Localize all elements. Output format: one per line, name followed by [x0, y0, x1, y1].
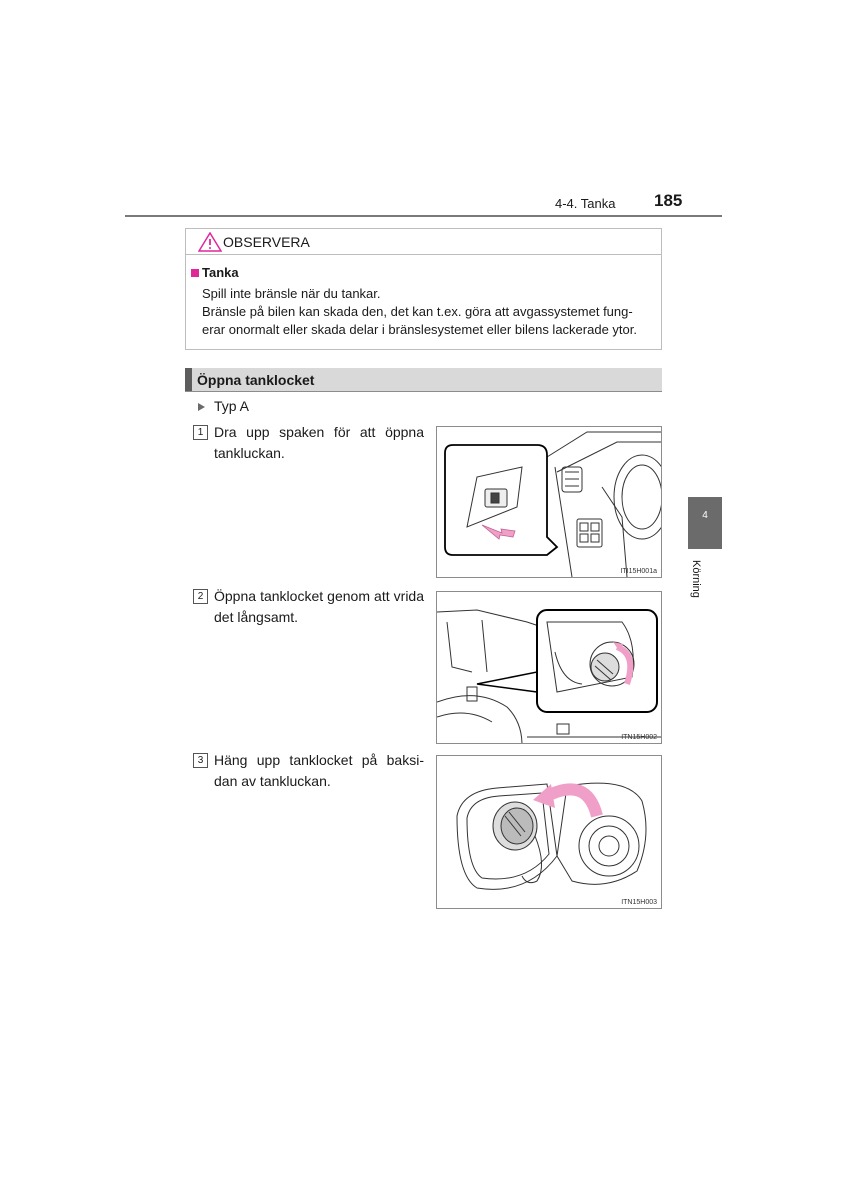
fuel-lever-illustration — [437, 427, 662, 578]
page-number: 185 — [654, 191, 683, 210]
figure-code: ITN15H002 — [621, 734, 657, 741]
type-label: Typ A — [214, 398, 250, 414]
header-divider — [125, 215, 722, 217]
section-heading-bar — [185, 368, 662, 391]
warning-subtitle: Tanka — [202, 265, 239, 280]
warning-box — [185, 228, 662, 350]
header-section-title: 4-4. Tanka — [555, 196, 616, 211]
step-number: 3 — [193, 753, 208, 768]
step-text: Dra upp spaken för att öppna tankluckan. — [214, 424, 424, 461]
step-number: 2 — [193, 589, 208, 604]
figure-hang-cap — [436, 755, 662, 909]
figure-code: ITN15H003 — [621, 899, 657, 906]
step-number: 1 — [193, 425, 208, 440]
chapter-tab — [688, 497, 722, 549]
warning-title: OBSERVERA — [223, 234, 310, 250]
chapter-number: 4 — [702, 510, 708, 521]
section-heading-accent — [185, 368, 192, 391]
hang-cap-illustration — [437, 756, 662, 909]
figure-fuel-lever — [436, 426, 662, 578]
open-cap-illustration — [437, 592, 662, 744]
step-text: Öppna tanklocket genom att vrida det långsamt. — [214, 588, 424, 625]
warning-header — [186, 229, 661, 255]
section-underline — [185, 391, 662, 392]
warning-text-line: erar onormalt eller skada delar i bränslesystemet eller bilens lackerade ytor. — [202, 322, 637, 337]
warning-triangle-icon — [198, 232, 222, 252]
warning-text-line: Spill inte bränsle när du tankar. — [202, 286, 381, 301]
warning-subtitle-marker — [191, 269, 199, 277]
section-title: Öppna tanklocket — [197, 372, 315, 388]
warning-text-line: Bränsle på bilen kan skada den, det kan t.ex. göra att avgassystemet fung- — [202, 304, 633, 319]
figure-open-cap — [436, 591, 662, 744]
chapter-label: Körning — [690, 560, 702, 598]
step-text: Häng upp tanklocket på baksi-dan av tankluckan. — [214, 752, 424, 789]
triangle-bullet-icon — [198, 403, 205, 411]
figure-code: ITI15H001a — [620, 568, 657, 575]
